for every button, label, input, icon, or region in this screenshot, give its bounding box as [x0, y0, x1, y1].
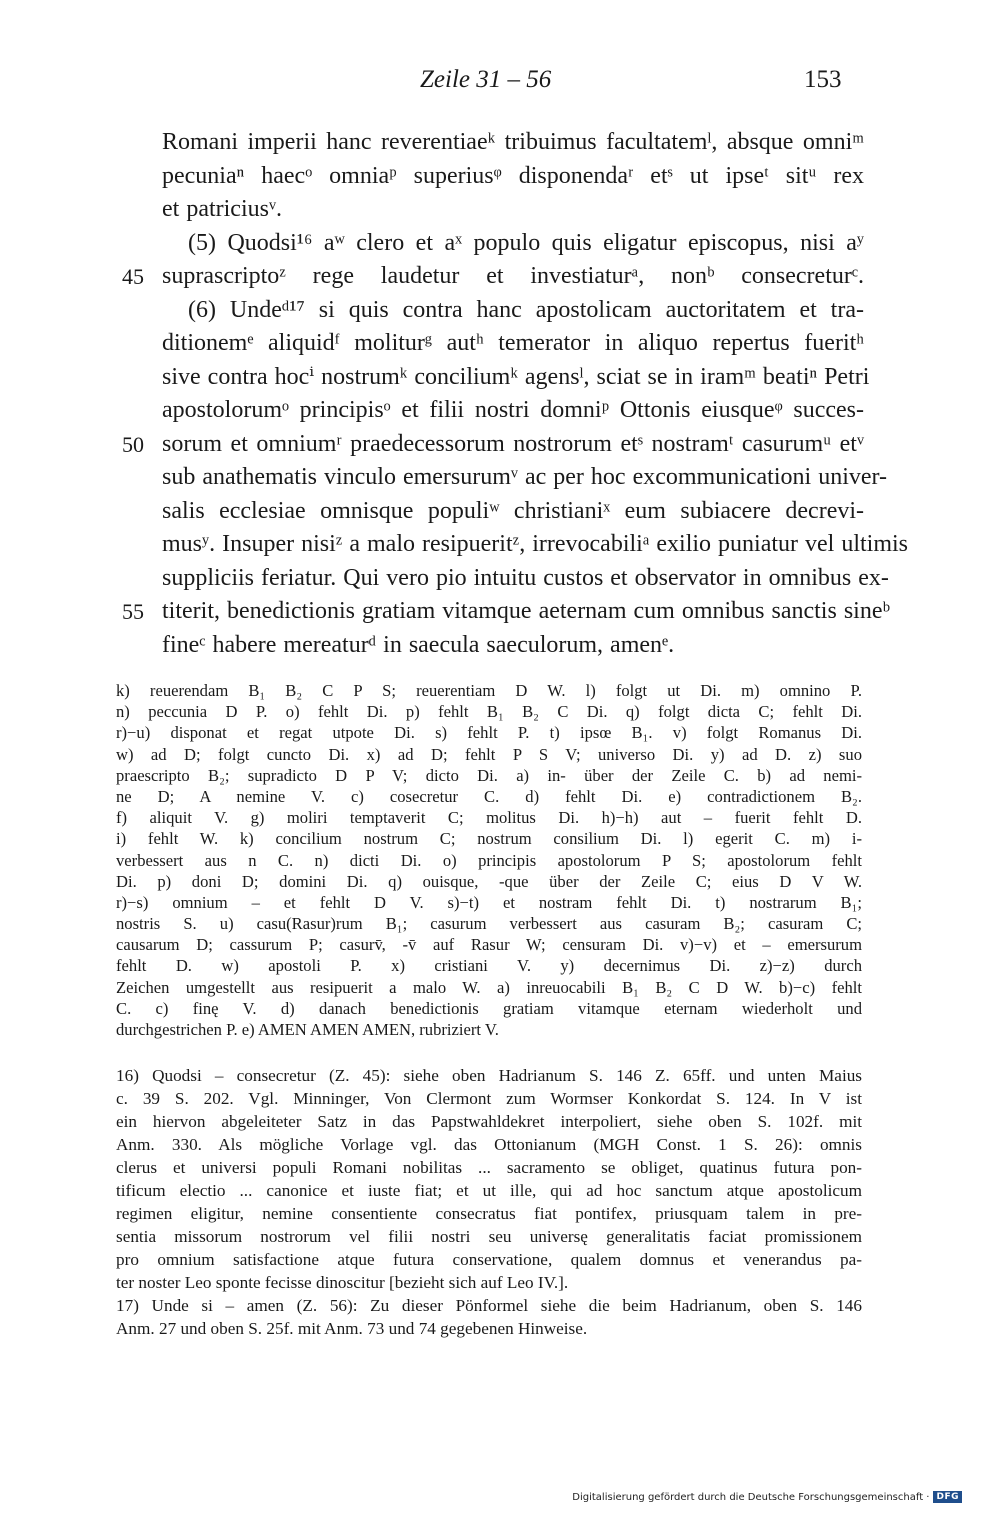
apparatus-line: i) fehlt W. k) concilium nostrum C; nostrum consilium Di. l) egerit C. m) i- — [116, 829, 862, 849]
text-line-content: (6) Undeᵈ¹⁷ si quis contra hanc apostolicam auctoritatem et tra- — [188, 296, 864, 323]
text-line-content: sorum et omniumʳ praedecessorum nostrorum etˢ nostramᵗ casurumᵘ etᵛ — [162, 430, 864, 457]
note-line: ein hiervon abgeleiteter Satz in das Papstwahldekret interpoliert, siehe oben S. 102f. mit — [116, 1112, 862, 1131]
text-line — [162, 193, 864, 227]
line-number: 50 — [122, 431, 144, 457]
text-line-content: salis ecclesiae omnisque populiʷ christianiˣ eum subiacere decrevi- — [162, 497, 864, 524]
text-line-content: suprascriptoᶻ rege laudetur et investiaturᵃ, nonᵇ consecreturᶜ. — [162, 263, 864, 289]
text-line — [162, 327, 864, 361]
digitization-footer — [572, 1491, 962, 1503]
text-line — [162, 629, 864, 663]
apparatus-line: causarum D; cassurum P; casurv̄, -v̄ auf Rasur W; censuram Di. v)−v) et – emersurum — [116, 935, 862, 955]
text-line-content: sive contra hocⁱ nostrumᵏ conciliumᵏ agensˡ, sciat se in iramᵐ beatiⁿ Petri — [162, 363, 870, 390]
note-line: sentia missorum nostrorum vel filii nostri seu universę generalitatis faciat promissionem — [116, 1227, 862, 1246]
note-line: tificum electio ... canonice et iuste fiat; et ut ille, qui ad hoc sanctum atque apostolicum — [116, 1181, 862, 1200]
text-line — [162, 227, 864, 261]
note-line: 17) Unde si – amen (Z. 56): Zu dieser Pönformel siehe die beim Hadrianum, oben S. 146 — [116, 1296, 862, 1315]
apparatus-line: ne D; A nemine V. c) cosecretur C. d) fehlt Di. e) contradictionem B₂. — [116, 786, 862, 806]
apparatus-line: nostris S. u) casu(Rasur)rum B₁; casurum verbessert aus casuram B₂; casuram C; — [116, 914, 862, 934]
apparatus-line: f) aliquit V. g) moliri temptaverit C; molitus Di. h)−h) aut – fuerit fehlt D. — [116, 808, 862, 828]
text-line-content: sub anathematis vinculo emersurumᵛ ac per hoc excommunicationi univer- — [162, 464, 888, 490]
note-line: c. 39 S. 202. Vgl. Minninger, Von Clermont zum Wormser Konkordat S. 124. In V ist — [116, 1089, 862, 1108]
text-line — [162, 495, 864, 529]
apparatus-line: C. c) finę V. d) danach benedictionis gratiam vitamque eternam wiederholt und — [116, 998, 862, 1018]
text-line — [162, 126, 864, 160]
text-line — [162, 562, 889, 596]
critical-apparatus — [116, 680, 862, 1040]
note-line: Anm. 330. Als mögliche Vorlage vgl. das Ottonianum (MGH Const. 1 S. 26): omnis — [116, 1135, 862, 1154]
text-line — [162, 361, 870, 395]
text-line-content: suppliciis feriatur. Qui vero pio intuitu custos et observator in omnibus ex- — [162, 564, 889, 591]
text-line-content: Romani imperii hanc reverentiaeᵏ tribuimus facultatemˡ, absque omniᵐ — [162, 129, 864, 155]
text-line — [162, 294, 864, 328]
text-line-content: (5) Quodsi¹⁶ aʷ clero et aˣ populo quis eligatur episcopus, nisi aʸ — [188, 229, 864, 256]
text-line — [122, 260, 864, 294]
text-line-content: et patriciusᵛ. — [162, 196, 283, 222]
text-line-content: pecuniaⁿ haecᵒ omniaᵖ superiusᵠ disponendaʳ etˢ ut ipseᵗ sitᵘ rex — [162, 162, 864, 189]
edition-text — [122, 126, 909, 662]
text-line — [122, 428, 864, 462]
note-line: Anm. 27 und oben S. 25f. mit Anm. 73 und 74 gegebenen Hinweise. — [116, 1319, 588, 1338]
footer-text: Digitalisierung gefördert durch die Deutsche Forschungsgemeinschaft · — [572, 1491, 930, 1503]
text-line-content: apostolorumᵒ principisᵒ et filii nostri domniᵖ Ottonis eiusqueᵠ succes- — [162, 397, 864, 423]
apparatus-line: n) peccunia D P. o) fehlt Di. p) fehlt B₁ B₂ C Di. q) folgt dicta C; fehlt Di. — [116, 702, 862, 722]
line-number: 45 — [122, 264, 144, 289]
apparatus-line: praescripto B₂; supradicto D P V; dicto Di. a) in- über der Zeile C. b) ad nemi- — [116, 765, 862, 785]
text-line-content: musʸ. Insuper nisiᶻ a malo resipueritᶻ, irrevocabiliᵃ exilio puniatur vel ultimis — [162, 531, 909, 557]
dfg-logo: DFG — [933, 1491, 962, 1503]
apparatus-line: k) reuerendam B₁ B₂ C P S; reuerentiam D W. l) folgt ut Di. m) omnino P. — [116, 681, 862, 700]
apparatus-line: fehlt D. w) apostoli P. x) cristiani V. y) decernimus Di. z)−z) durch — [116, 956, 862, 976]
note-line: 16) Quodsi – consecretur (Z. 45): siehe oben Hadrianum S. 146 Z. 65ff. und unten Maius — [116, 1066, 862, 1085]
text-line — [122, 595, 890, 629]
text-line-content: ditionemᵉ aliquidᶠ moliturᵍ autʰ temerator in aliquo repertus fueritʰ — [162, 330, 864, 356]
text-line-content: titerit, benedictionis gratiam vitamque aeternam cum omnibus sanctis sineᵇ — [162, 598, 890, 624]
apparatus-line: verbessert aus n C. n) dicti Di. o) principis apostolorum P S; apostolorum fehlt — [116, 850, 862, 870]
apparatus-line: r)−s) omnium – et fehlt D V. s)−t) et nostram fehlt Di. t) nostrarum B₁; — [116, 892, 862, 912]
text-line — [162, 461, 888, 495]
text-line-content: fineᶜ habere mereaturᵈ in saecula saeculorum, amenᵉ. — [162, 631, 675, 658]
apparatus-line: durchgestrichen P. e) AMEN AMEN AMEN, rubriziert V. — [116, 1020, 499, 1039]
commentary-notes — [116, 1064, 862, 1340]
running-head — [0, 66, 1000, 98]
text-line — [162, 528, 909, 562]
running-head-title: Zeile 31 – 56 — [420, 66, 552, 93]
note-line: clerus et universi populi Romani nobilitas ... sacramento se obliget, quatinus futura pon- — [116, 1158, 862, 1177]
apparatus-line: Zeichen umgestellt aus resipuerit a malo W. a) inreuocabili B₁ B₂ C D W. b)−c) fehlt — [116, 977, 862, 997]
apparatus-line: r)−u) disponat et regat utpote Di. s) fehlt P. t) ipsœ B₁. v) folgt Romanus Di. — [116, 723, 862, 743]
note-line: regimen eligitur, nemine consentiente consecratus fiat pontifex, priusquam talem in pre- — [116, 1204, 862, 1223]
line-number: 55 — [122, 599, 144, 624]
apparatus-line: Di. p) doni D; domini Di. q) ouisque, -que über der Zeile C; eius D V W. — [116, 871, 862, 891]
text-line — [162, 394, 864, 428]
page-number: 153 — [804, 66, 842, 93]
apparatus-line: w) ad D; folgt cuncto Di. x) ad D; fehlt P S V; universo Di. y) ad D. z) suo — [116, 744, 862, 764]
note-line: pro omnium satisfactione atque futura conservatione, qualem domnus et venerandus pa- — [116, 1250, 862, 1269]
note-line: ter noster Leo sponte fecisse dinoscitur [bezieht sich auf Leo IV.]. — [116, 1273, 569, 1292]
text-line — [162, 160, 864, 194]
